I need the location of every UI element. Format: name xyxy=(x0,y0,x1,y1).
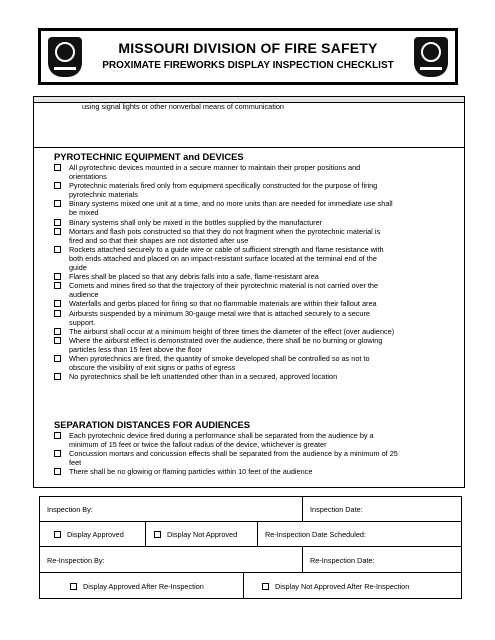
checklist-item xyxy=(54,309,448,327)
checkbox-icon[interactable] xyxy=(54,219,61,226)
checkbox-icon[interactable] xyxy=(54,273,61,280)
approved-after-reinspection-label: Display Approved After Re-Inspection xyxy=(83,582,204,591)
document-subtitle: PROXIMATE FIREWORKS DISPLAY INSPECTION CHECKLIST xyxy=(102,60,394,71)
checkbox-icon[interactable] xyxy=(54,300,61,307)
document-header xyxy=(38,28,458,85)
checkbox-icon[interactable] xyxy=(54,337,61,344)
checklist-item xyxy=(54,245,448,272)
checklist-item xyxy=(54,336,448,354)
checklist-item xyxy=(54,272,448,281)
checklist-item-text: Binary systems mixed one unit at a time, and no more units than are needed for immediate use shall be mixed xyxy=(69,199,393,218)
checkbox-icon[interactable] xyxy=(262,583,269,590)
inspection-footer xyxy=(39,496,462,599)
footer-row-reinspection xyxy=(40,547,461,573)
checkbox-icon[interactable] xyxy=(54,373,61,380)
checklist-item-text: When pyrotechnics are fired, the quantity of smoke developed shall be controlled so as not to obscure the visibility of exit signs or paths of egress xyxy=(69,353,370,373)
divider xyxy=(257,522,258,546)
checklist-item-text: Flares shall be placed so that any debris falls into a safe, flame-resistant area xyxy=(69,272,319,282)
checklist-item xyxy=(54,227,448,245)
display-not-approved-option[interactable] xyxy=(154,530,237,539)
divider xyxy=(243,573,244,599)
checklist-item-text: Pyrotechnic materials fired only from equipment specifically constructed for the purpose of firing pyrotechnic materials xyxy=(69,181,378,200)
fire-safety-seal-icon xyxy=(414,37,448,77)
divider xyxy=(302,547,303,572)
checkbox-icon[interactable] xyxy=(54,450,61,457)
document-title: MISSOURI DIVISION OF FIRE SAFETY xyxy=(118,40,378,56)
checklist-box xyxy=(33,96,465,488)
divider xyxy=(302,497,303,521)
continued-item-text: using signal lights or other nonverbal means of communication xyxy=(82,102,284,111)
inspection-date-label: Inspection Date: xyxy=(310,505,363,514)
checklist-item-text: Waterfalls and gerbs placed for firing so that no flammable materials are within their fallout area xyxy=(69,299,377,309)
reinspection-by-label: Re-Inspection By: xyxy=(47,556,105,565)
divider xyxy=(34,147,464,148)
checkbox-icon[interactable] xyxy=(54,432,61,439)
divider xyxy=(145,522,146,546)
checklist-item-text: Where the airburst effect is demonstrated over the audience, there shall be no burning or glowing particles less than 15 feet above the floor xyxy=(69,335,383,354)
not-approved-after-reinspection-option[interactable] xyxy=(262,582,409,591)
checkbox-icon[interactable] xyxy=(54,282,61,289)
checkbox-icon[interactable] xyxy=(54,246,61,253)
checklist-item xyxy=(54,281,448,299)
checklist-item xyxy=(54,449,448,467)
checklist-item-text: All pyrotechnic devices mounted in a secure manner to maintain their proper positions and orientations xyxy=(69,163,361,182)
checklist-item xyxy=(54,327,448,336)
checklist-item-text: Concussion mortars and concussion effects shall be separated from the audience by a minimum of 25 feet xyxy=(69,449,398,468)
checkbox-icon[interactable] xyxy=(54,182,61,189)
checklist-item-text: Binary systems shall only be mixed in the bottles supplied by the manufacturer xyxy=(69,217,323,227)
footer-row-approval xyxy=(40,522,461,547)
display-approved-label: Display Approved xyxy=(67,530,124,539)
checklist-item xyxy=(54,467,448,476)
checkbox-icon[interactable] xyxy=(70,583,77,590)
footer-row-reinspection-result xyxy=(40,573,461,599)
approved-after-reinspection-option[interactable] xyxy=(70,582,204,591)
checklist-item xyxy=(54,218,448,227)
checklist-item-text: Rockets attached securely to a guide wire or cable of sufficient strength and flame resistance with both ends attached and placed on an impact-resistant surface located at the terminal end of the guide xyxy=(69,244,384,273)
checkbox-icon[interactable] xyxy=(54,164,61,171)
checklist-item xyxy=(54,354,448,372)
checkbox-icon[interactable] xyxy=(54,228,61,235)
section-title-separation: SEPARATION DISTANCES FOR AUDIENCES xyxy=(54,419,251,430)
footer-row-inspection xyxy=(40,497,461,522)
pyrotechnic-checklist xyxy=(54,163,448,381)
reinspection-date-label: Re-Inspection Date: xyxy=(310,556,375,565)
checklist-item-text: Comets and mines fired so that the trajectory of their pyrotechnic material is not carried over the audience xyxy=(69,281,379,300)
checklist-item xyxy=(54,431,448,449)
section-title-pyrotechnic: PYROTECHNIC EQUIPMENT and DEVICES xyxy=(54,151,244,162)
checkbox-icon[interactable] xyxy=(54,355,61,362)
checklist-item-text: The airburst shall occur at a minimum height of three times the diameter of the effect (over audience) xyxy=(69,326,395,336)
checklist-item-text: Airbursts suspended by a minimum 30-gauge metal wire that is attached securely to a secure support. xyxy=(69,308,370,327)
reinspection-date-scheduled-label: Re-Inspection Date Scheduled: xyxy=(265,530,367,539)
checkbox-icon[interactable] xyxy=(54,468,61,475)
separation-checklist xyxy=(54,431,448,476)
checklist-item xyxy=(54,163,448,181)
checklist-item xyxy=(54,372,448,381)
checklist-item-text: There shall be no glowing or flaming particles within 10 feet of the audience xyxy=(69,467,313,477)
checkbox-icon[interactable] xyxy=(54,531,61,538)
checklist-item-text: Each pyrotechnic device fired during a performance shall be separated from the audience by a minimum of 15 feet or twice the fallout radius of the device, whichever is greater xyxy=(69,431,374,450)
checklist-item-text: No pyrotechnics shall be left unattended other than in a secured, approved location xyxy=(69,372,338,382)
checkbox-icon[interactable] xyxy=(54,328,61,335)
not-approved-after-reinspection-label: Display Not Approved After Re-Inspection xyxy=(275,582,410,591)
checklist-item-text: Mortars and flash pots constructed so that they do not fragment when the pyrotechnic material is fired and so that their shapes are not distorted after use xyxy=(69,226,381,245)
checkbox-icon[interactable] xyxy=(54,200,61,207)
checklist-item xyxy=(54,181,448,199)
display-not-approved-label: Display Not Approved xyxy=(167,530,238,539)
checkbox-icon[interactable] xyxy=(154,531,161,538)
inspection-by-label: Inspection By: xyxy=(47,505,93,514)
display-approved-option[interactable] xyxy=(54,530,124,539)
checklist-item xyxy=(54,199,448,217)
checkbox-icon[interactable] xyxy=(54,310,61,317)
checklist-item xyxy=(54,299,448,308)
